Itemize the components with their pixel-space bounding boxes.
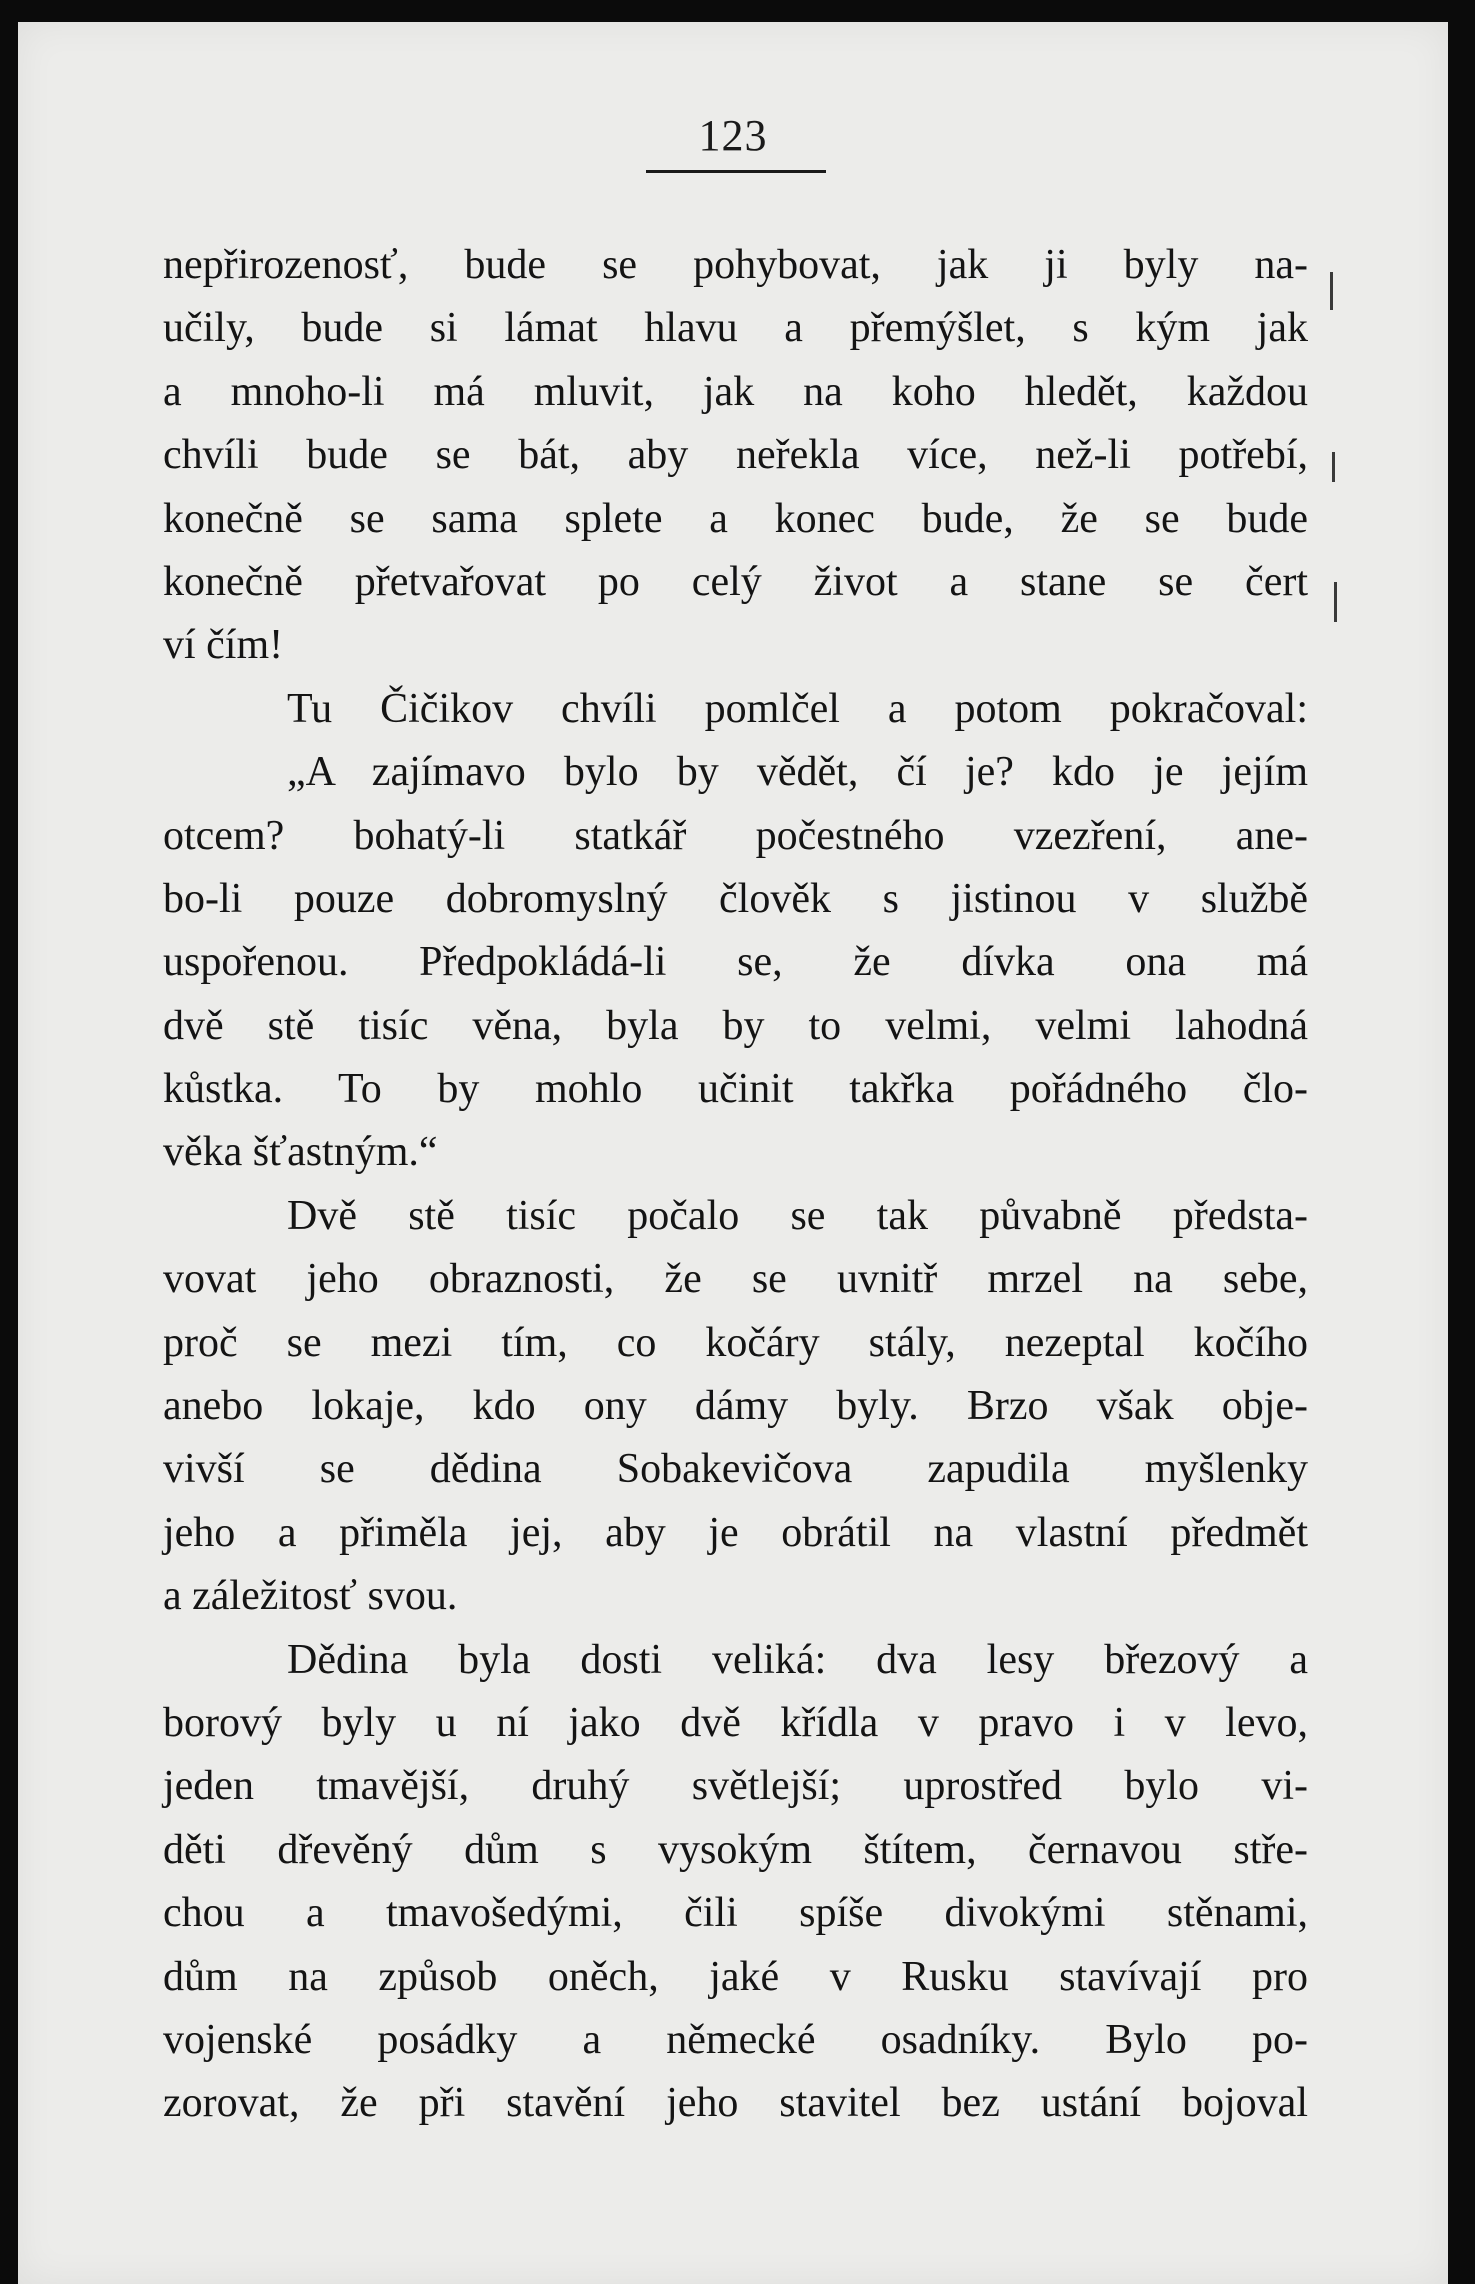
- text-line: děti dřevěný dům s vysokým štítem, černavou stře-: [163, 1826, 1308, 1873]
- text-line: anebo lokaje, kdo ony dámy byly. Brzo však obje-: [163, 1383, 1308, 1430]
- text-line: konečně přetvařovat po celý život a stane se čert: [163, 558, 1308, 605]
- text-line: ví čím!: [163, 622, 284, 669]
- text-line: věka šťastným.“: [163, 1129, 438, 1176]
- text-line: proč se mezi tím, co kočáry stály, nezeptal kočího: [163, 1319, 1308, 1366]
- text-line: kůstka. To by mohlo učinit takřka pořádného člo-: [163, 1066, 1308, 1113]
- text-line: Dvě stě tisíc počalo se tak půvabně předsta-: [287, 1192, 1308, 1239]
- text-line: otcem? bohatý-li statkář počestného vzezření, ane-: [163, 812, 1308, 859]
- text-line: jeden tmavější, druhý světlejší; uprostřed bylo vi-: [163, 1763, 1308, 1810]
- text-line: „A zajímavo bylo by vědět, čí je? kdo je jejím: [287, 749, 1308, 796]
- text-line: bo-li pouze dobromyslný člověk s jistinou v službě: [163, 875, 1308, 922]
- page-number-rule: [646, 170, 826, 173]
- text-line: nepřirozenosť, bude se pohybovat, jak ji byly na-: [163, 242, 1308, 288]
- book-page: [18, 22, 1448, 2284]
- text-line: Dědina byla dosti veliká: dva lesy březový a: [287, 1636, 1308, 1683]
- text-line: a záležitosť svou.: [163, 1573, 458, 1620]
- text-line: dvě stě tisíc věna, byla by to velmi, velmi lahodná: [163, 1002, 1308, 1049]
- text-line: konečně se sama splete a konec bude, že se bude: [163, 495, 1308, 542]
- text-line: a mnoho-li má mluvit, jak na koho hledět, každou: [163, 368, 1308, 415]
- text-line: dům na způsob oněch, jaké v Rusku stavívají pro: [163, 1953, 1308, 2000]
- text-line: borový byly u ní jako dvě křídla v pravo i v levo,: [163, 1699, 1308, 1746]
- text-line: vojenské posádky a německé osadníky. Bylo po-: [163, 2016, 1308, 2063]
- text-line: chvíli bude se bát, aby neřekla více, než-li potřebí,: [163, 432, 1308, 479]
- margin-mark: [1330, 272, 1333, 310]
- text-line: vivší se dědina Sobakevičova zapudila myšlenky: [163, 1446, 1308, 1493]
- text-line: Tu Čičikov chvíli pomlčel a potom pokračoval:: [287, 685, 1308, 732]
- page-number: 123: [698, 111, 768, 160]
- margin-mark: [1334, 582, 1337, 622]
- text-line: jeho a přiměla jej, aby je obrátil na vlastní předmět: [163, 1509, 1308, 1556]
- margin-mark: [1332, 452, 1335, 482]
- text-line: vovat jeho obraznosti, že se uvnitř mrzel na sebe,: [163, 1256, 1308, 1303]
- text-line: uspořenou. Předpokládá-li se, že dívka ona má: [163, 939, 1308, 986]
- text-line: chou a tmavošedými, čili spíše divokými stěnami,: [163, 1890, 1308, 1937]
- body-text: [163, 234, 1308, 2136]
- text-line: učily, bude si lámat hlavu a přemýšlet, s kým jak: [163, 305, 1308, 352]
- text-line: zorovat, že při stavění jeho stavitel bez ustání bojoval: [163, 2080, 1308, 2127]
